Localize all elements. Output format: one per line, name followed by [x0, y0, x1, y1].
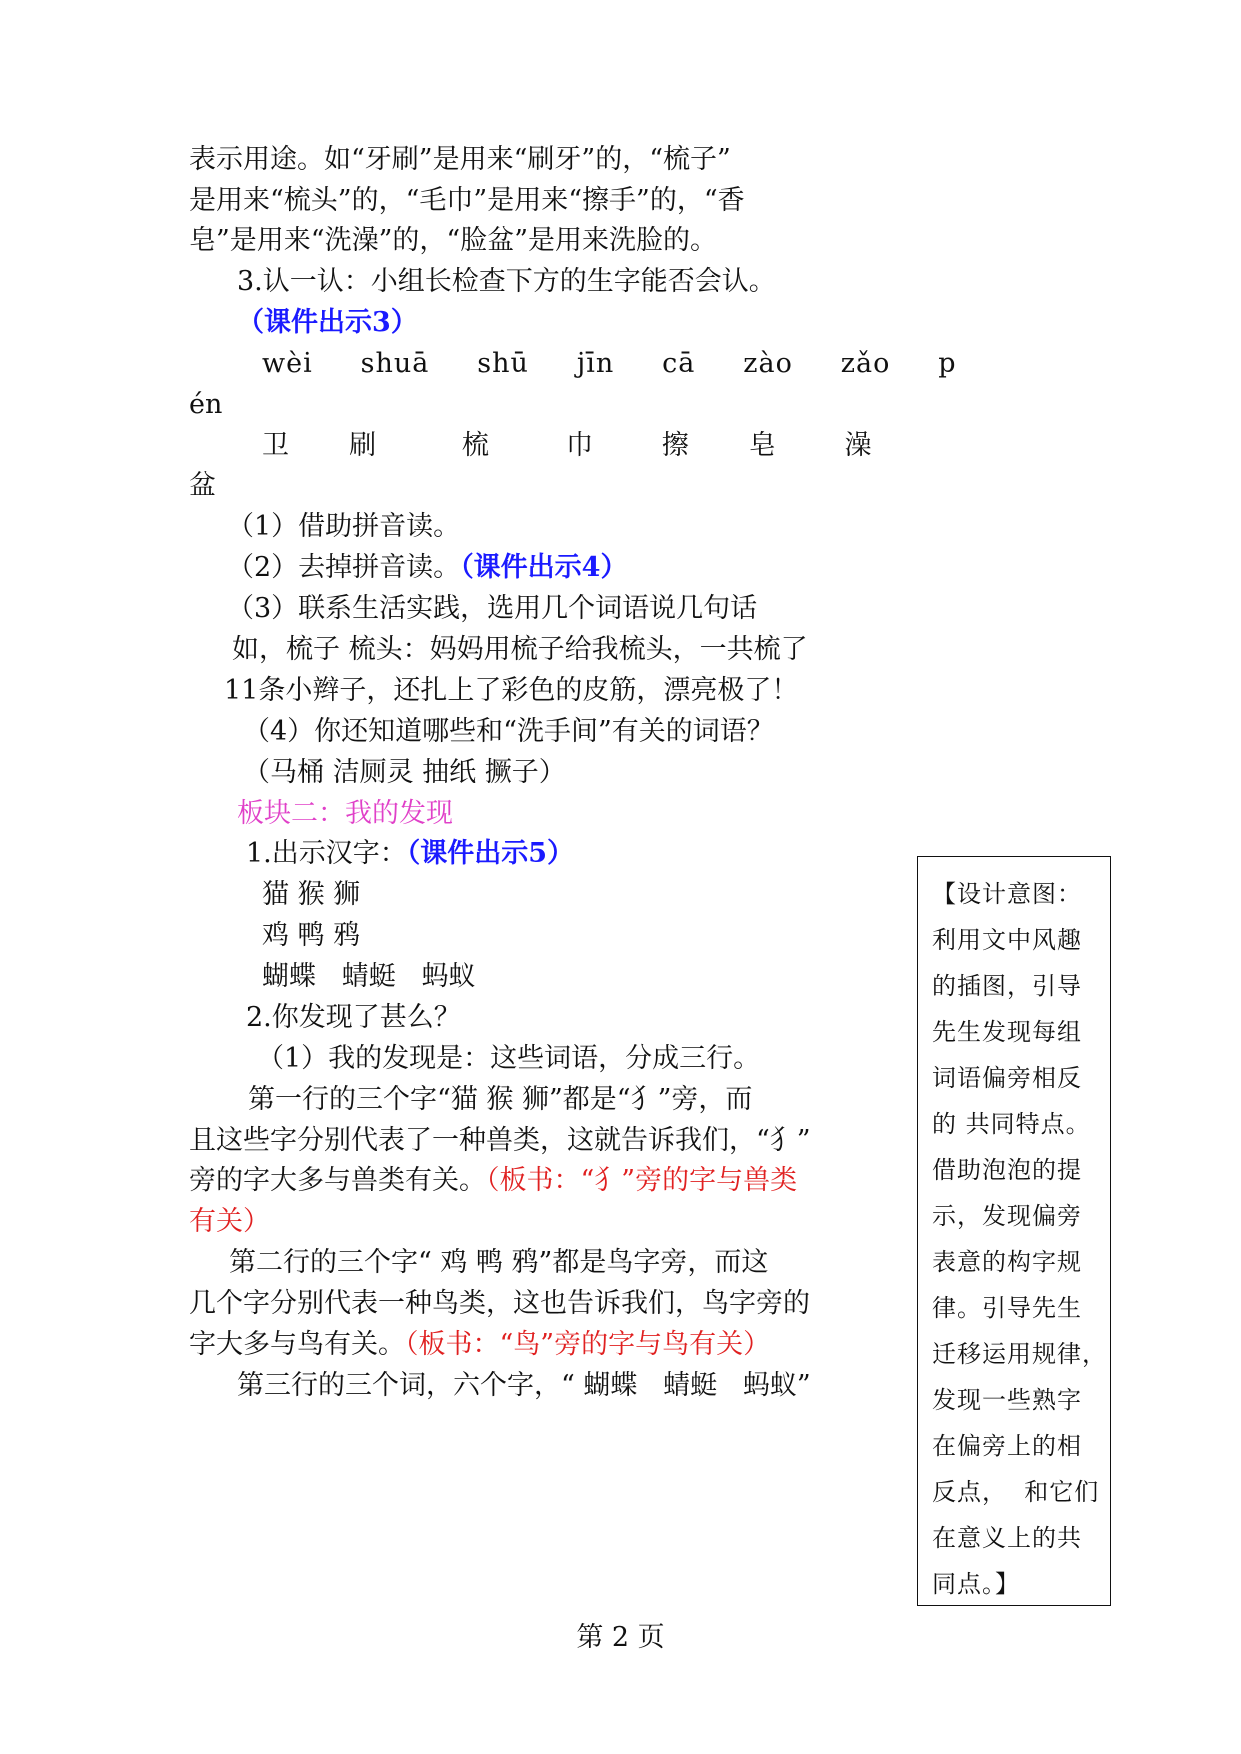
text-run: 3.认一认：小组长检查下方的生字能否会认。: [237, 266, 776, 297]
section-heading: [237, 796, 957, 832]
text-run: 2.你发现了甚么？: [246, 1002, 461, 1033]
design-intent-line: 利用文中风趣: [932, 926, 1082, 954]
text-run: （1）借助拼音读。: [227, 511, 461, 542]
text-run: （2）去掉拼音读。: [227, 552, 461, 583]
text-run: 如，梳子 梳头：妈妈用梳子给我梳头，一共梳了: [232, 634, 808, 665]
text-run: 盆: [189, 470, 216, 501]
design-intent-line: 在意义上的共: [932, 1524, 1082, 1552]
body-line: [232, 632, 952, 668]
design-intent-line: 发现一些熟字: [932, 1386, 1082, 1414]
text-run: （马桶 洁厕灵 抽纸 撅子）: [243, 757, 566, 788]
body-line: [227, 591, 947, 627]
body-line: [189, 1286, 909, 1322]
body-line: [189, 1163, 909, 1199]
text-run-blue: （课件出示4）: [460, 552, 628, 583]
body-line: [246, 1000, 966, 1036]
design-intent-line: 【设计意图：: [932, 880, 1082, 908]
text-run: 皂”是用来“洗澡”的，“脸盆”是用来洗脸的。: [189, 225, 718, 256]
text-run: wèi shuā shū jīn cā zào zǎo p: [262, 348, 957, 379]
text-run-red: （板书：“鸟”旁的字与鸟有关）: [405, 1329, 771, 1360]
text-run: 且这些字分别代表了一种兽类，这就告诉我们，“犭”: [189, 1125, 811, 1156]
text-run: 猫 猴 狮: [262, 879, 361, 910]
body-line: [189, 1123, 909, 1159]
body-line: [189, 1204, 909, 1240]
text-run-red: （板书：“犭”旁的字与兽类: [486, 1165, 798, 1196]
design-intent-line: 反点， 和它们: [932, 1478, 1100, 1506]
text-run: （1）我的发现是：这些词语，分成三行。: [257, 1043, 761, 1074]
design-intent-line: 在偏旁上的相: [932, 1432, 1082, 1460]
text-run: 表示用途。如“牙刷”是用来“刷牙”的，“梳子”: [189, 144, 731, 175]
character-line: [262, 877, 982, 913]
character-line: [262, 918, 982, 954]
body-line: [189, 1327, 909, 1363]
text-run-red: 有关）: [189, 1206, 270, 1237]
text-run: 第二行的三个字“ 鸡 鸭 鸦”都是鸟字旁，而这: [229, 1247, 769, 1278]
pinyin-line: [189, 387, 909, 423]
pinyin-line: [262, 346, 982, 382]
text-run: （3）联系生活实践，选用几个词语说几句话: [227, 593, 758, 624]
text-run: 鸡 鸭 鸦: [262, 920, 361, 951]
design-intent-line: 律。引导先生: [932, 1294, 1082, 1322]
character-line: [189, 468, 909, 504]
design-intent-line: 迁移运用规律，: [932, 1340, 1107, 1368]
body-line: [243, 755, 963, 791]
text-run: 第三行的三个词，六个字，“ 蝴蝶 蜻蜓 蚂蚁”: [237, 1370, 811, 1401]
text-run: én: [189, 389, 223, 420]
text-run: 1.出示汉字：: [246, 838, 407, 869]
design-intent-line: 示，发现偏旁: [932, 1202, 1082, 1230]
design-intent-line: 借助泡泡的提: [932, 1156, 1082, 1184]
text-run: （4）你还知道哪些和“洗手间”有关的词语？: [243, 716, 774, 747]
text-run-blue: （课件出示5）: [406, 838, 575, 869]
text-run: 蝴蝶 蜻蜓 蚂蚁: [262, 961, 476, 992]
body-line: [257, 1041, 977, 1077]
body-line: [246, 836, 966, 872]
design-intent-box: [917, 856, 1111, 1606]
text-run-blue: （课件出示3）: [237, 307, 418, 338]
body-line: [237, 1368, 957, 1404]
body-line: [243, 714, 963, 750]
body-line: [227, 550, 947, 586]
design-intent-line: 的插图，引导: [932, 972, 1082, 1000]
body-line: [189, 223, 909, 259]
body-line: [248, 1082, 968, 1118]
body-line: [237, 264, 957, 300]
body-line: [189, 183, 909, 219]
body-line: [227, 509, 947, 545]
design-intent-line: 词语偏旁相反: [932, 1064, 1082, 1092]
text-run: 字大多与鸟有关。: [189, 1329, 405, 1360]
body-line: [229, 1245, 949, 1281]
text-run: 是用来“梳头”的，“毛巾”是用来“擦手”的，“香: [189, 185, 745, 216]
text-run: 卫 刷 梳 巾 擦 皂 澡: [262, 430, 872, 461]
body-line: [224, 673, 944, 709]
character-line: [262, 959, 982, 995]
text-run: 旁的字大多与兽类有关。: [189, 1165, 486, 1196]
courseware-label: [237, 305, 957, 341]
page-number: 第 2 页: [576, 1622, 665, 1653]
design-intent-line: 的 共同特点。: [932, 1110, 1091, 1138]
text-run: 几个字分别代表一种鸟类，这也告诉我们，鸟字旁的: [189, 1288, 810, 1319]
design-intent-line: 同点。】: [932, 1570, 1020, 1598]
text-run: 11条小辫子，还扎上了彩色的皮筋，漂亮极了！: [224, 675, 799, 706]
character-line: [262, 428, 982, 464]
text-run: 第一行的三个字“猫 猴 狮”都是“犭”旁，而: [248, 1084, 753, 1115]
text-run-magenta: 板块二：我的发现: [237, 798, 453, 829]
design-intent-line: 先生发现每组: [932, 1018, 1082, 1046]
design-intent-line: 表意的构字规: [932, 1248, 1082, 1276]
body-line: [189, 142, 909, 178]
